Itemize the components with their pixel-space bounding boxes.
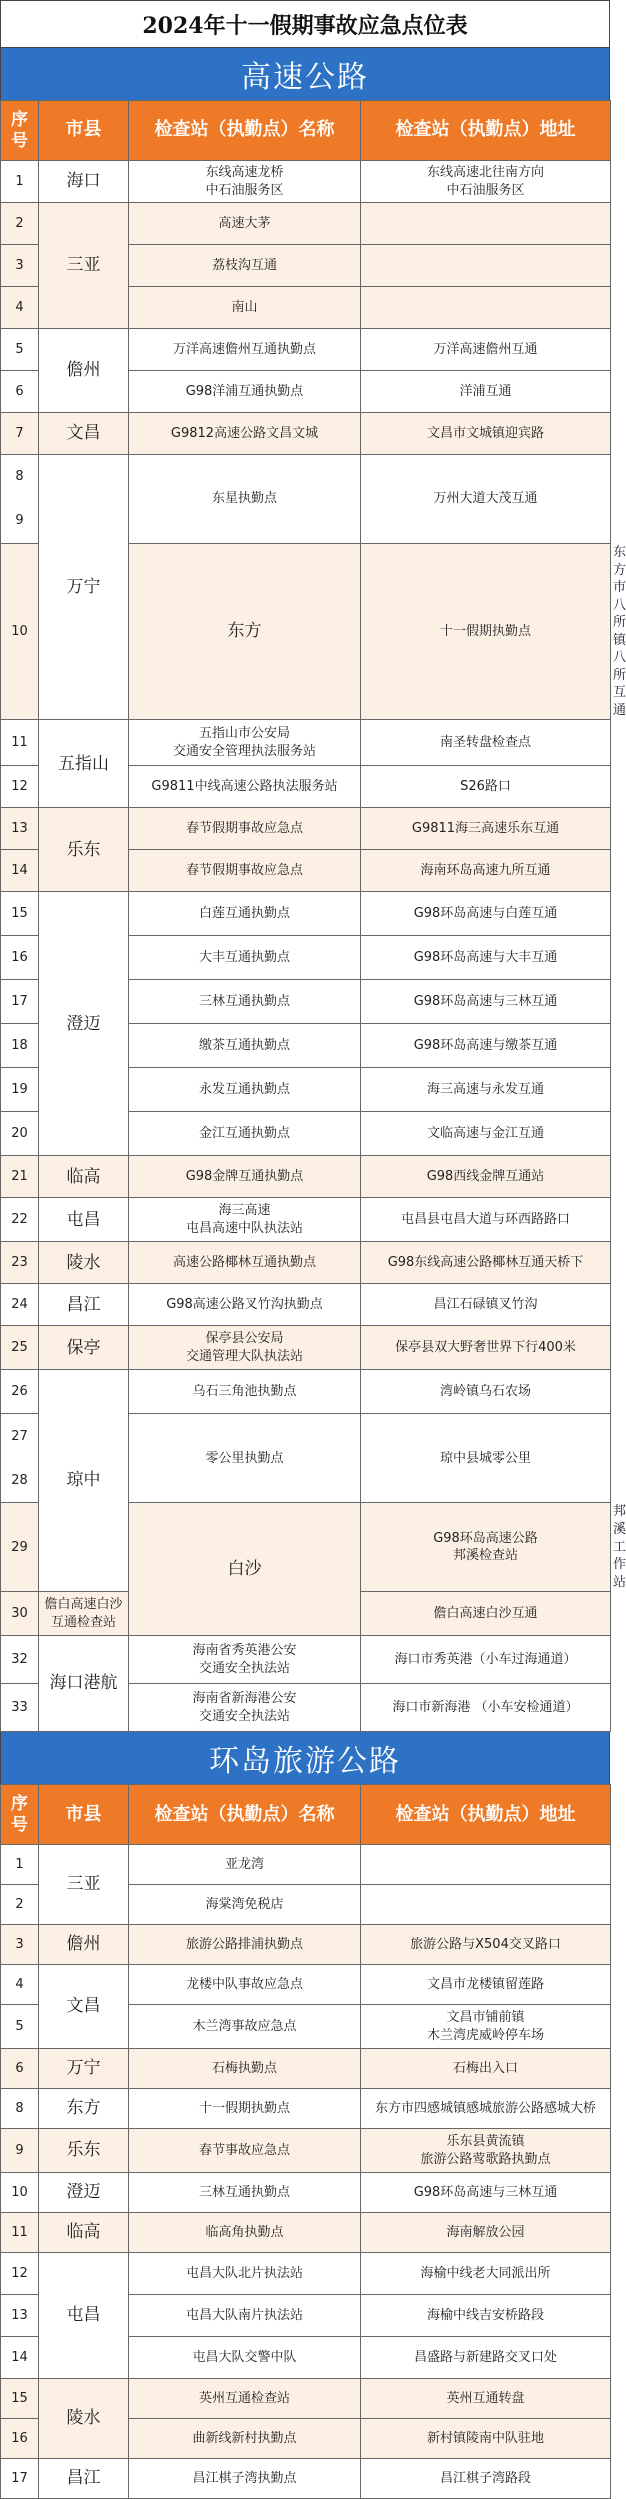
station-name: 三林互通执勤点 <box>129 2173 361 2213</box>
station-address <box>361 1845 611 1885</box>
table-row <box>1 892 611 936</box>
station-address: 儋白高速白沙互通 <box>361 1592 611 1636</box>
county-cell: 陵水 <box>39 1242 129 1284</box>
table-row <box>1 2129 611 2173</box>
row-number: 5 <box>1 2005 39 2049</box>
station-address: 海榆中线老大同派出所 <box>361 2253 611 2295</box>
row-number: 10 <box>1 544 39 720</box>
incident-table <box>0 1784 611 2499</box>
table-row <box>1 161 611 203</box>
station-address: 乐东县黄流镇 旅游公路莺歌路执勤点 <box>361 2129 611 2173</box>
station-name: G98金牌互通执勤点 <box>129 1156 361 1198</box>
county-cell: 临高 <box>39 2213 129 2253</box>
station-address: 洋浦互通 <box>361 371 611 413</box>
table-row <box>1 1636 611 1684</box>
row-number-part: 9 <box>15 513 24 529</box>
station-address: 文临高速与金江互通 <box>361 1112 611 1156</box>
county-cell: 保亭 <box>39 1326 129 1370</box>
station-name: 春节事故应急点 <box>129 2129 361 2173</box>
county-cell: 三亚 <box>39 203 129 329</box>
county-cell: 琼中 <box>39 1370 129 1592</box>
station-address: 屯昌县屯昌大道与环西路路口 <box>361 1198 611 1242</box>
county-cell: 昌江 <box>39 1284 129 1326</box>
row-number: 13 <box>1 2295 39 2337</box>
station-address <box>361 245 611 287</box>
county-cell: 万宁 <box>39 2049 129 2089</box>
row-number: 11 <box>1 2213 39 2253</box>
table-row <box>1 2049 611 2089</box>
station-name: 昌江棋子湾执勤点 <box>129 2459 361 2499</box>
column-header-address: 检查站（执勤点）地址 <box>361 1785 611 1845</box>
station-address: 南圣转盘检查点 <box>361 720 611 766</box>
row-number: 6 <box>1 2049 39 2089</box>
station-address: 英州互通转盘 <box>361 2379 611 2419</box>
row-number: 19 <box>1 1068 39 1112</box>
table-row <box>1 455 611 544</box>
column-header-no: 序 号 <box>1 1785 39 1845</box>
column-header-name: 检查站（执勤点）名称 <box>129 1785 361 1845</box>
row-number <box>1 1414 39 1503</box>
station-address: 湾岭镇乌石农场 <box>361 1370 611 1414</box>
column-header-county: 市县 <box>39 1785 129 1845</box>
station-address: G9811海三高速乐东互通 <box>361 808 611 850</box>
column-header-address: 检查站（执勤点）地址 <box>361 101 611 161</box>
row-number: 26 <box>1 1370 39 1414</box>
column-header-county: 市县 <box>39 101 129 161</box>
station-address <box>361 203 611 245</box>
station-address: G98环岛高速与缴茶互通 <box>361 1024 611 1068</box>
station-address: 海南环岛高速九所互通 <box>361 850 611 892</box>
station-name: G98环岛高速公路 邦溪检查站 <box>361 1503 611 1592</box>
row-number: 6 <box>1 371 39 413</box>
station-name: 春节假期事故应急点 <box>129 808 361 850</box>
county-cell: 儋州 <box>39 1925 129 1965</box>
row-number: 2 <box>1 1885 39 1925</box>
station-name: 零公里执勤点 <box>129 1414 361 1503</box>
row-number: 4 <box>1 1965 39 2005</box>
table-row <box>1 2253 611 2295</box>
station-address: 昌江石碌镇叉竹沟 <box>361 1284 611 1326</box>
row-number: 24 <box>1 1284 39 1326</box>
table-row <box>1 2089 611 2129</box>
table-row <box>1 808 611 850</box>
station-address: G98环岛高速与三林互通 <box>361 2173 611 2213</box>
row-number: 21 <box>1 1156 39 1198</box>
county-cell: 澄迈 <box>39 2173 129 2213</box>
row-number: 1 <box>1 161 39 203</box>
row-number: 17 <box>1 2459 39 2499</box>
row-number: 3 <box>1 1925 39 1965</box>
station-address: 海口市新海港 （小车安检通道） <box>361 1684 611 1732</box>
column-header-name: 检查站（执勤点）名称 <box>129 101 361 161</box>
table-row <box>1 2379 611 2419</box>
station-address: 海榆中线吉安桥路段 <box>361 2295 611 2337</box>
station-name: 三林互通执勤点 <box>129 980 361 1024</box>
station-name: 英州互通检查站 <box>129 2379 361 2419</box>
county-cell: 三亚 <box>39 1845 129 1925</box>
station-name: 石梅执勤点 <box>129 2049 361 2089</box>
station-name: 五指山市公安局 交通安全管理执法服务站 <box>129 720 361 766</box>
table-row <box>1 1326 611 1370</box>
table-row <box>1 1156 611 1198</box>
county-cell: 临高 <box>39 1156 129 1198</box>
station-address: G98环岛高速与三林互通 <box>361 980 611 1024</box>
county-cell: 昌江 <box>39 2459 129 2499</box>
row-number: 15 <box>1 892 39 936</box>
station-address: G98环岛高速与白莲互通 <box>361 892 611 936</box>
station-address: 海口市秀英港（小车过海通道） <box>361 1636 611 1684</box>
row-number: 30 <box>1 1592 39 1636</box>
header-row <box>1 1785 611 1845</box>
station-name: 保亭县公安局 交通管理大队执法站 <box>129 1326 361 1370</box>
station-name: 乌石三角池执勤点 <box>129 1370 361 1414</box>
county-cell: 屯昌 <box>39 1198 129 1242</box>
row-number: 18 <box>1 1024 39 1068</box>
station-name: 十一假期执勤点 <box>361 544 611 720</box>
section-title: 高速公路 <box>0 48 610 100</box>
incident-table <box>0 100 626 1732</box>
station-name: 南山 <box>129 287 361 329</box>
station-name: 荔枝沟互通 <box>129 245 361 287</box>
row-number-part: 27 <box>11 1428 28 1444</box>
station-address <box>361 287 611 329</box>
row-number: 12 <box>1 2253 39 2295</box>
section-title: 环岛旅游公路 <box>0 1732 610 1784</box>
county-cell: 海口 <box>39 161 129 203</box>
table-row <box>1 1845 611 1885</box>
station-name: 高速大茅 <box>129 203 361 245</box>
station-name: 春节假期事故应急点 <box>129 850 361 892</box>
station-name: 屯昌大队交警中队 <box>129 2337 361 2379</box>
station-name: 万洋高速儋州互通执勤点 <box>129 329 361 371</box>
station-name: 缴茶互通执勤点 <box>129 1024 361 1068</box>
station-address: 琼中县城零公里 <box>361 1414 611 1503</box>
row-number: 1 <box>1 1845 39 1885</box>
station-address: 海三高速与永发互通 <box>361 1068 611 1112</box>
station-address: G98西线金牌互通站 <box>361 1156 611 1198</box>
county-cell: 乐东 <box>39 2129 129 2173</box>
station-address: 昌盛路与新建路交叉口处 <box>361 2337 611 2379</box>
station-address: 文昌市文城镇迎宾路 <box>361 413 611 455</box>
station-address: G98东线高速公路椰林互通天桥下 <box>361 1242 611 1284</box>
station-address: 东线高速北往南方向 中石油服务区 <box>361 161 611 203</box>
station-name: 儋白高速白沙互通检查站 <box>39 1592 129 1636</box>
row-number: 2 <box>1 203 39 245</box>
row-number-part: 8 <box>15 469 24 485</box>
station-address: 保亭县双大野奢世界下行400米 <box>361 1326 611 1370</box>
station-name: 十一假期执勤点 <box>129 2089 361 2129</box>
row-number: 32 <box>1 1636 39 1684</box>
county-cell: 白沙 <box>129 1503 361 1636</box>
station-name: 高速公路椰林互通执勤点 <box>129 1242 361 1284</box>
county-cell: 文昌 <box>39 413 129 455</box>
station-name: 临高角执勤点 <box>129 2213 361 2253</box>
station-name: 龙楼中队事故应急点 <box>129 1965 361 2005</box>
station-address <box>361 1885 611 1925</box>
table-row <box>1 1198 611 1242</box>
table-row <box>1 203 611 245</box>
table-row <box>1 1284 611 1326</box>
station-name: G98高速公路叉竹沟执勤点 <box>129 1284 361 1326</box>
county-cell: 五指山 <box>39 720 129 808</box>
station-name: 永发互通执勤点 <box>129 1068 361 1112</box>
table-row <box>1 1242 611 1284</box>
row-number: 3 <box>1 245 39 287</box>
table-row: 10 东方 十一假期执勤点 东方市八所镇八所互通 <box>1 544 611 720</box>
row-number: 33 <box>1 1684 39 1732</box>
station-address: G98环岛高速与大丰互通 <box>361 936 611 980</box>
row-number: 8 <box>1 2089 39 2129</box>
station-name: 海南省新海港公安 交通安全执法站 <box>129 1684 361 1732</box>
row-number: 25 <box>1 1326 39 1370</box>
county-cell: 澄迈 <box>39 892 129 1156</box>
table-row <box>1 1370 611 1414</box>
station-address: 旅游公路与X504交叉路口 <box>361 1925 611 1965</box>
county-cell: 文昌 <box>39 1965 129 2049</box>
station-name: 大丰互通执勤点 <box>129 936 361 980</box>
table-row <box>1 720 611 766</box>
station-address: 万洋高速儋州互通 <box>361 329 611 371</box>
station-name: 旅游公路排浦执勤点 <box>129 1925 361 1965</box>
station-address: S26路口 <box>361 766 611 808</box>
station-name: 亚龙湾 <box>129 1845 361 1885</box>
row-number: 15 <box>1 2379 39 2419</box>
county-cell: 东方 <box>39 2089 129 2129</box>
row-number: 14 <box>1 2337 39 2379</box>
station-name: 海棠湾免税店 <box>129 1885 361 1925</box>
table-row <box>1 2459 611 2499</box>
row-number: 14 <box>1 850 39 892</box>
station-name: 曲新线新村执勤点 <box>129 2419 361 2459</box>
station-address: 万州大道大茂互通 <box>361 455 611 544</box>
table-row <box>1 413 611 455</box>
station-name: G98洋浦互通执勤点 <box>129 371 361 413</box>
content <box>0 48 626 2499</box>
row-number: 11 <box>1 720 39 766</box>
table-row <box>1 2173 611 2213</box>
station-name: 金江互通执勤点 <box>129 1112 361 1156</box>
header-row <box>1 101 611 161</box>
station-name: 木兰湾事故应急点 <box>129 2005 361 2049</box>
row-number: 4 <box>1 287 39 329</box>
row-number: 7 <box>1 413 39 455</box>
county-cell: 海口港航 <box>39 1636 129 1732</box>
station-name: 屯昌大队南片执法站 <box>129 2295 361 2337</box>
row-number: 20 <box>1 1112 39 1156</box>
row-number: 5 <box>1 329 39 371</box>
row-number: 23 <box>1 1242 39 1284</box>
table-row <box>1 2213 611 2253</box>
station-name: 东线高速龙桥 中石油服务区 <box>129 161 361 203</box>
row-number: 16 <box>1 2419 39 2459</box>
station-address: 昌江棋子湾路段 <box>361 2459 611 2499</box>
station-name: 海南省秀英港公安 交通安全执法站 <box>129 1636 361 1684</box>
county-cell: 万宁 <box>39 455 129 720</box>
row-number <box>1 455 39 544</box>
county-cell: 陵水 <box>39 2379 129 2459</box>
county-cell: 乐东 <box>39 808 129 892</box>
station-address: 石梅出入口 <box>361 2049 611 2089</box>
row-number: 29 <box>1 1503 39 1592</box>
column-header-no: 序 号 <box>1 101 39 161</box>
row-number: 17 <box>1 980 39 1024</box>
station-name: 海三高速 屯昌高速中队执法站 <box>129 1198 361 1242</box>
row-number: 12 <box>1 766 39 808</box>
station-address: 新村镇陵南中队驻地 <box>361 2419 611 2459</box>
station-name: G9812高速公路文昌文城 <box>129 413 361 455</box>
table-row <box>1 329 611 371</box>
station-name: 白莲互通执勤点 <box>129 892 361 936</box>
county-cell: 屯昌 <box>39 2253 129 2379</box>
station-address: 海南解放公园 <box>361 2213 611 2253</box>
page-title: 2024年十一假期事故应急点位表 <box>0 0 610 48</box>
county-cell: 东方 <box>129 544 361 720</box>
table-row: 29 白沙 G98环岛高速公路 邦溪检查站 邦溪工作站 <box>1 1503 611 1592</box>
table-row <box>1 1965 611 2005</box>
row-number: 16 <box>1 936 39 980</box>
row-number: 9 <box>1 2129 39 2173</box>
county-cell: 儋州 <box>39 329 129 413</box>
table-row <box>1 1925 611 1965</box>
row-number: 10 <box>1 2173 39 2213</box>
row-number: 13 <box>1 808 39 850</box>
station-address: 东方市四感城镇感城旅游公路感城大桥 <box>361 2089 611 2129</box>
station-address: 文昌市龙楼镇留莲路 <box>361 1965 611 2005</box>
row-number: 22 <box>1 1198 39 1242</box>
row-number-part: 28 <box>11 1472 28 1488</box>
station-address: 文昌市铺前镇 木兰湾虎威岭停车场 <box>361 2005 611 2049</box>
station-name: 屯昌大队北片执法站 <box>129 2253 361 2295</box>
station-name: 东星执勤点 <box>129 455 361 544</box>
station-name: G9811中线高速公路执法服务站 <box>129 766 361 808</box>
